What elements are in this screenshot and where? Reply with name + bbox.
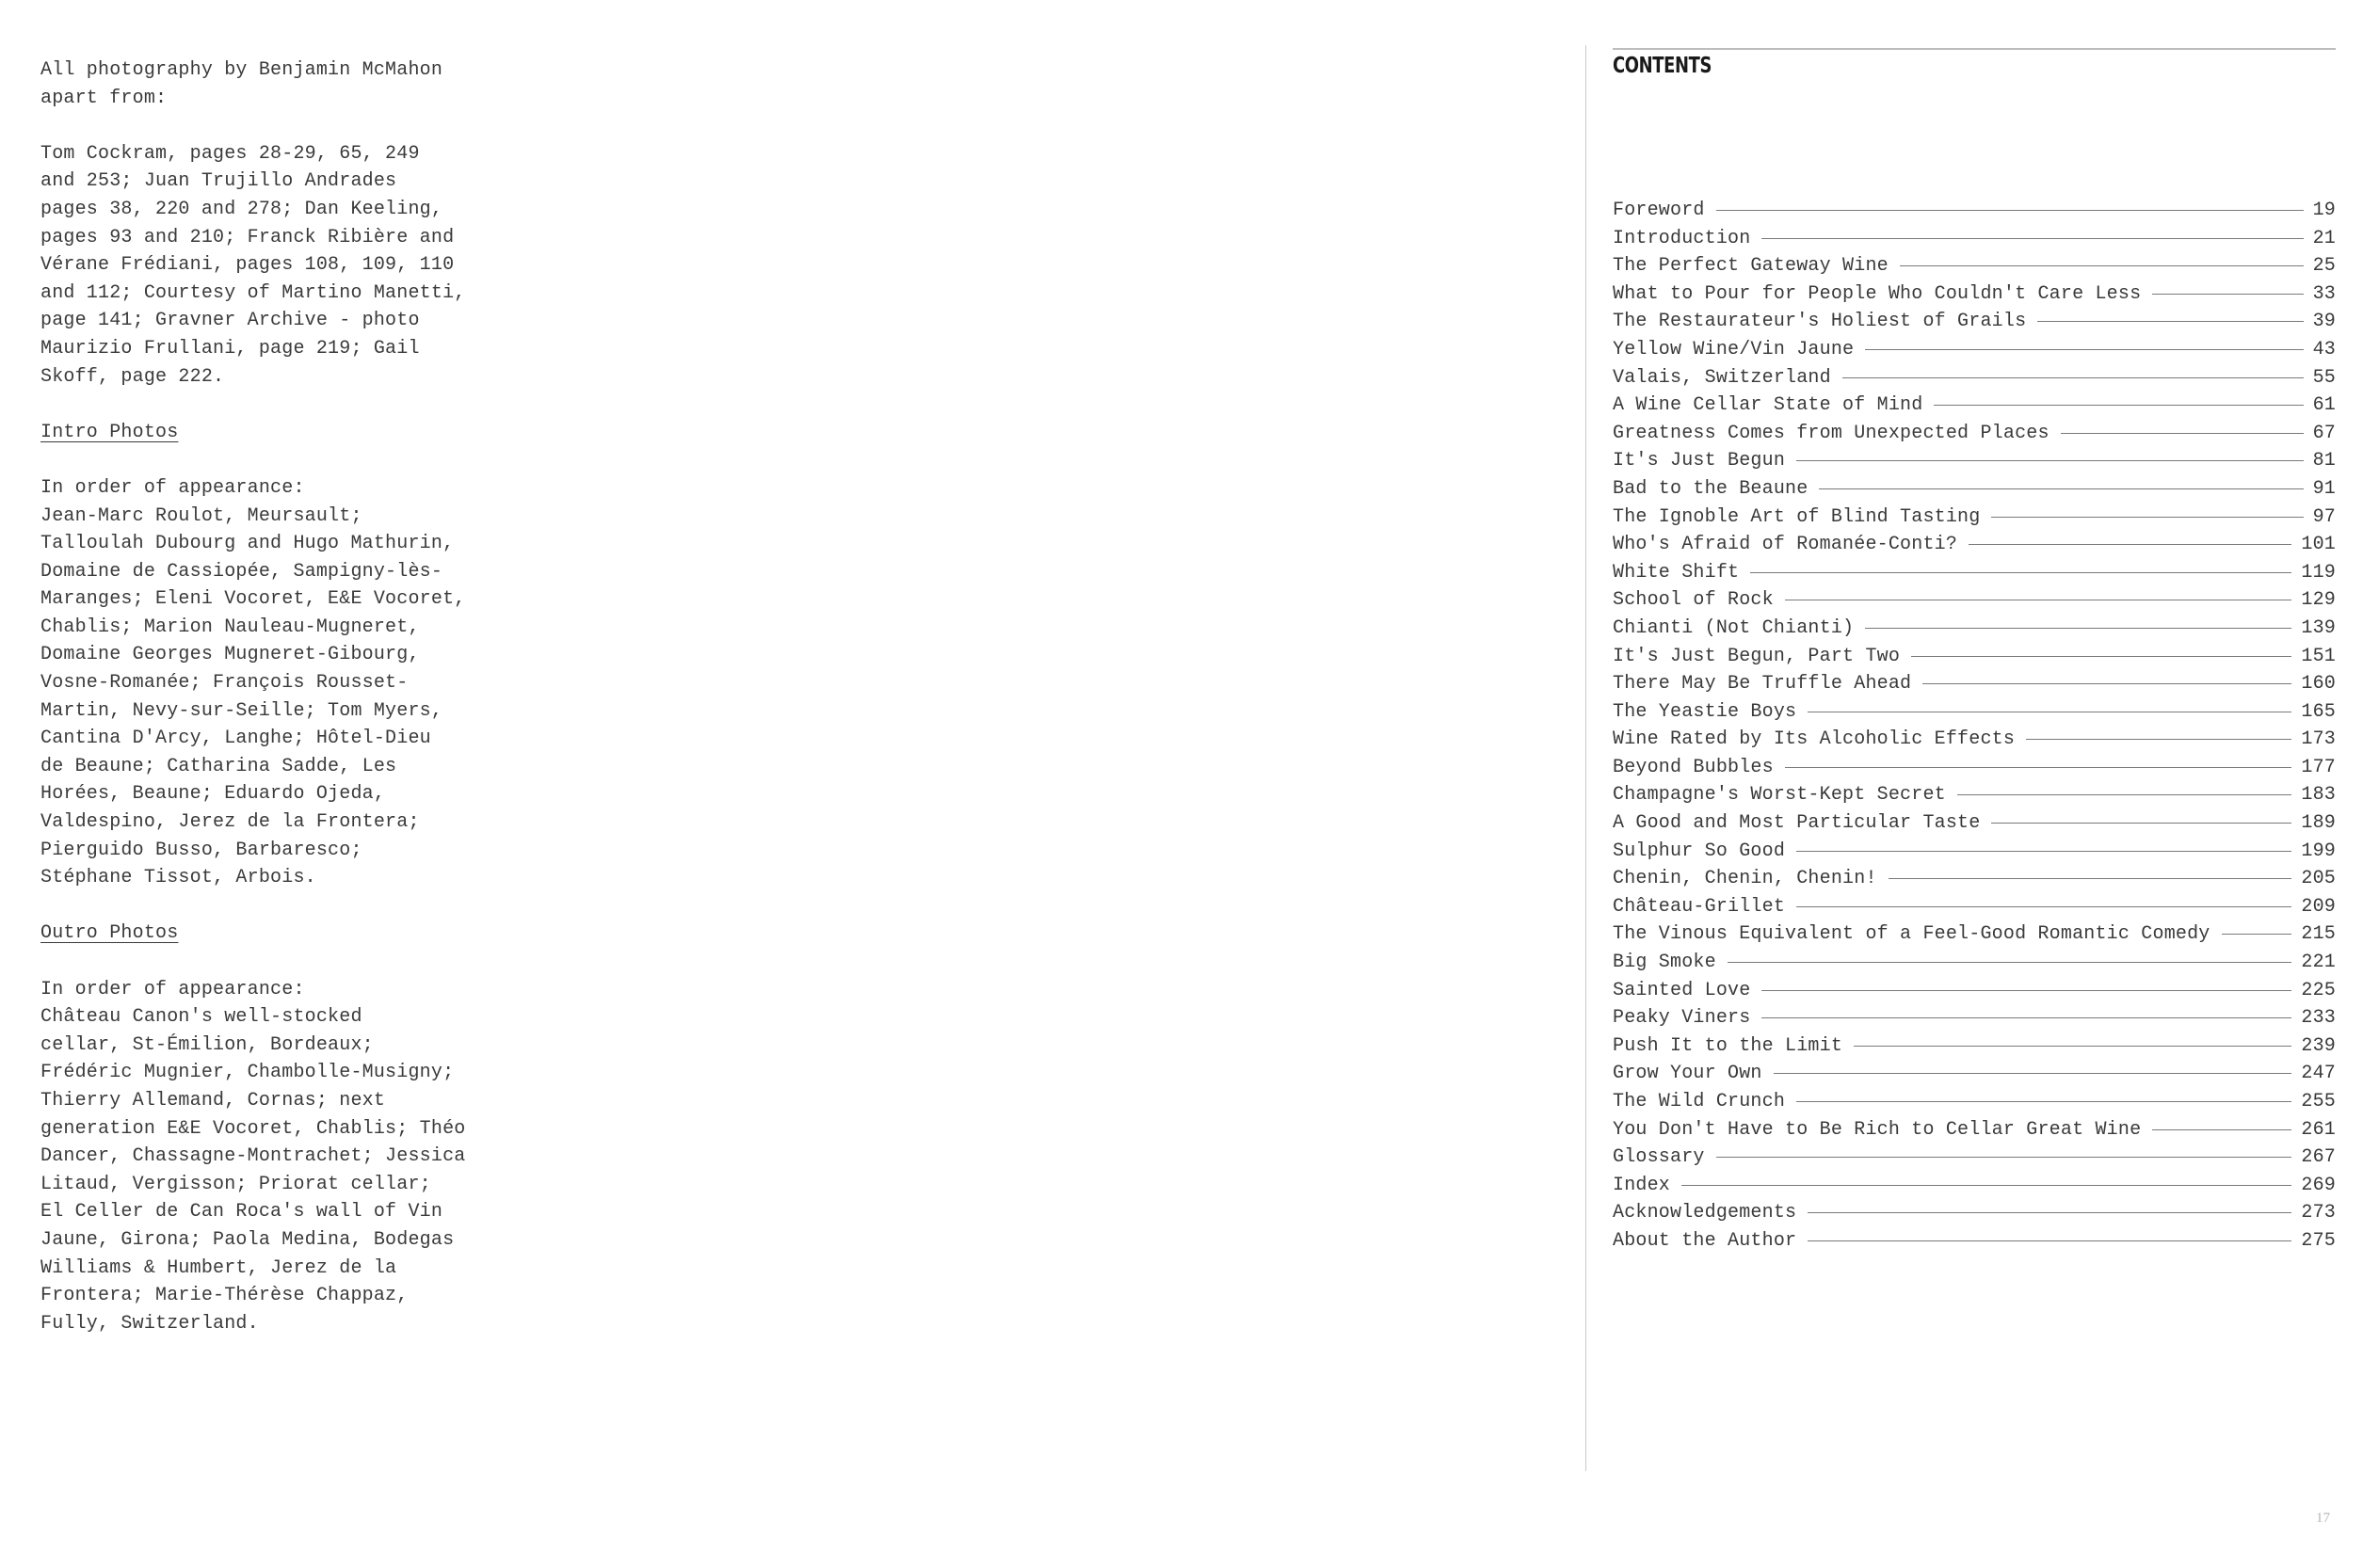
toc-entry-page: 55 [2312, 366, 2336, 389]
toc-entry [1613, 225, 2336, 253]
toc-entry [1613, 781, 2336, 809]
outro-photos-line: Litaud, Vergisson; Priorat cellar; [40, 1173, 431, 1195]
toc-entry-title: Foreword [1613, 200, 1705, 221]
toc-entry-title: Beyond Bubbles [1613, 756, 1774, 778]
outro-photos-line: Frédéric Mugnier, Chambolle-Musigny; [40, 1062, 455, 1084]
toc-leader-line [2061, 433, 2304, 434]
toc-leader-line [1761, 1017, 2291, 1018]
toc-entry-page: 19 [2312, 200, 2336, 221]
toc-entry-page: 199 [2301, 840, 2336, 862]
credits-intro-line: apart from: [40, 87, 168, 109]
outro-photos-line: Williams & Humbert, Jerez de la [40, 1256, 397, 1279]
toc-entry [1613, 420, 2336, 448]
toc-leader-line [1796, 906, 2291, 907]
toc-leader-line [1934, 405, 2303, 406]
toc-entry-title: There May Be Truffle Ahead [1613, 673, 1912, 696]
toc-leader-line [1761, 990, 2291, 991]
toc-entry-title: A Good and Most Particular Taste [1613, 812, 1981, 835]
toc-leader-line [1796, 1101, 2291, 1102]
toc-entry [1613, 364, 2336, 392]
toc-entry [1613, 865, 2336, 893]
intro-photos-line: Domaine de Cassiopée, Sampigny-lès- [40, 560, 443, 583]
toc-entry-title: Peaky Viners [1613, 1007, 1751, 1030]
toc-entry [1613, 392, 2336, 420]
toc-leader-line [1911, 656, 2291, 657]
toc-entry-page: 221 [2301, 952, 2336, 974]
toc-entry-page: 275 [2301, 1229, 2336, 1252]
toc-entry [1613, 893, 2336, 921]
toc-entry-title: The Yeastie Boys [1613, 700, 1797, 723]
outro-photos-line: Frontera; Marie-Thérèse Chappaz, [40, 1285, 409, 1307]
toc-leader-line [1761, 238, 2303, 239]
toc-entry [1613, 643, 2336, 671]
credits-line: Vérane Frédiani, pages 108, 109, 110 [40, 254, 455, 277]
outro-photos-line: cellar, St-Émilion, Bordeaux; [40, 1033, 374, 1056]
toc-entry [1613, 698, 2336, 727]
toc-entry-page: 160 [2301, 673, 2336, 696]
intro-photos-line: Domaine Georges Mugneret-Gibourg, [40, 644, 420, 666]
outro-photos-line: Thierry Allemand, Cornas; next [40, 1089, 386, 1112]
toc-leader-line [1716, 1157, 2292, 1158]
toc-entry-title: Sainted Love [1613, 979, 1751, 1001]
toc-entry [1613, 336, 2336, 364]
toc-entry [1613, 1088, 2336, 1116]
outro-photos-list [40, 976, 568, 1338]
toc-entry-page: 273 [2301, 1202, 2336, 1224]
toc-entry-title: Greatness Comes from Unexpected Places [1613, 422, 2050, 444]
toc-entry-title: Wine Rated by Its Alcoholic Effects [1613, 728, 2016, 751]
toc-entry-page: 267 [2301, 1146, 2336, 1169]
toc-entry-page: 183 [2301, 784, 2336, 807]
toc-entry-title: The Wild Crunch [1613, 1091, 1786, 1112]
toc-entry [1613, 280, 2336, 309]
toc-leader-line [1889, 878, 2292, 879]
toc-leader-line [2037, 321, 2303, 322]
toc-entry-page: 173 [2301, 728, 2336, 751]
toc-entry-title: School of Rock [1613, 589, 1774, 612]
toc-entry-title: Chianti (Not Chianti) [1613, 616, 1855, 639]
toc-entry [1613, 1004, 2336, 1032]
credits-line: pages 93 and 210; Franck Ribière and [40, 226, 455, 248]
toc-entry-title: Who's Afraid of Romanée-Conti? [1613, 534, 1958, 556]
toc-entry-title: The Restaurateur's Holiest of Grails [1613, 311, 2027, 333]
credits-line: page 141; Gravner Archive - photo [40, 310, 420, 332]
contents-top-rule [1613, 48, 2336, 50]
toc-entry-title: Grow Your Own [1613, 1063, 1762, 1085]
toc-entry-title: What to Pour for People Who Couldn't Care Less [1613, 282, 2142, 305]
intro-photos-heading: Intro Photos [40, 421, 179, 443]
intro-photos-list [40, 474, 568, 892]
toc-leader-line [1808, 1240, 2291, 1241]
toc-entry-title: You Don't Have to Be Rich to Cellar Great Wine [1613, 1118, 2142, 1141]
toc-entry-title: Glossary [1613, 1146, 1705, 1169]
toc-leader-line [1785, 767, 2292, 768]
intro-photos-line: Chablis; Marion Nauleau-Mugneret, [40, 616, 420, 638]
toc-entry [1613, 1199, 2336, 1227]
toc-entry-title: The Perfect Gateway Wine [1613, 255, 1889, 278]
photo-credits-page [40, 56, 568, 1337]
toc-leader-line [1819, 488, 2303, 489]
intro-photos-line: Talloulah Dubourg and Hugo Mathurin, [40, 533, 455, 555]
toc-entry-title: White Shift [1613, 561, 1740, 584]
toc-entry [1613, 1227, 2336, 1256]
contents-title: CONTENTS [1613, 54, 1712, 78]
toc-leader-line [1854, 1046, 2291, 1047]
toc-leader-line [1774, 1073, 2292, 1074]
toc-entry [1613, 838, 2336, 866]
toc-entry-page: 269 [2301, 1174, 2336, 1196]
toc-entry-page: 91 [2312, 477, 2336, 500]
toc-leader-line [2152, 1129, 2291, 1130]
credits-line: pages 38, 220 and 278; Dan Keeling, [40, 198, 443, 220]
toc-entry-title: Push It to the Limit [1613, 1034, 1843, 1057]
toc-entry [1613, 252, 2336, 280]
toc-entry-page: 25 [2312, 255, 2336, 278]
toc-entry [1613, 1172, 2336, 1200]
toc-entry-page: 61 [2312, 394, 2336, 417]
toc-entry-title: A Wine Cellar State of Mind [1613, 394, 1923, 417]
credits-line: Skoff, page 222. [40, 365, 225, 388]
toc-leader-line [2222, 934, 2292, 935]
toc-leader-line [1796, 460, 2304, 461]
toc-entry [1613, 977, 2336, 1005]
intro-photos-line: Pierguido Busso, Barbaresco; [40, 839, 362, 861]
intro-photos-line: de Beaune; Catharina Sadde, Les [40, 755, 397, 777]
toc-entry-page: 233 [2301, 1007, 2336, 1030]
toc-leader-line [1716, 210, 2304, 211]
toc-leader-line [1957, 794, 2292, 795]
toc-entry [1613, 586, 2336, 615]
toc-entry-title: Big Smoke [1613, 952, 1716, 974]
outro-photos-line: In order of appearance: [40, 978, 305, 1000]
toc-entry [1613, 920, 2336, 949]
outro-photos-heading: Outro Photos [40, 922, 179, 945]
credits-line: Maurizio Frullani, page 219; Gail [40, 337, 420, 360]
toc-entry-page: 129 [2301, 589, 2336, 612]
outro-photos-line: Jaune, Girona; Paola Medina, Bodegas [40, 1228, 455, 1251]
toc-entry-title: Bad to the Beaune [1613, 477, 1808, 500]
toc-entry [1613, 475, 2336, 504]
toc-entry-title: Château-Grillet [1613, 895, 1786, 918]
toc-entry-page: 21 [2312, 227, 2336, 249]
credits-intro-line: All photography by Benjamin McMahon [40, 59, 443, 81]
toc-leader-line [1991, 823, 2291, 824]
toc-entry [1613, 809, 2336, 838]
toc-entry [1613, 670, 2336, 698]
outro-photos-line: Château Canon's well-stocked [40, 1006, 362, 1029]
toc-leader-line [1991, 517, 2303, 518]
toc-entry-title: Yellow Wine/Vin Jaune [1613, 338, 1855, 360]
toc-entry [1613, 504, 2336, 532]
intro-photos-line: Valdespino, Jerez de la Frontera; [40, 811, 420, 834]
toc-leader-line [1808, 1212, 2291, 1213]
toc-leader-line [1728, 962, 2292, 963]
toc-entry [1613, 197, 2336, 225]
outro-photos-line: El Celler de Can Roca's wall of Vin [40, 1201, 443, 1224]
toc-entry [1613, 949, 2336, 977]
intro-photos-line: Jean-Marc Roulot, Meursault; [40, 504, 362, 527]
credits-line: and 112; Courtesy of Martino Manetti, [40, 281, 466, 304]
toc-entry-page: 39 [2312, 311, 2336, 333]
toc-entry-title: About the Author [1613, 1229, 1797, 1252]
toc-entry-title: Introduction [1613, 227, 1751, 249]
toc-entry-title: Champagne's Worst-Kept Secret [1613, 784, 1946, 807]
credits-line: Tom Cockram, pages 28-29, 65, 249 [40, 142, 420, 165]
toc-entry [1613, 754, 2336, 782]
toc-entry-title: Index [1613, 1174, 1671, 1196]
intro-photos-line: Stéphane Tissot, Arbois. [40, 867, 316, 889]
toc-entry-title: It's Just Begun [1613, 450, 1786, 472]
toc-leader-line [2152, 294, 2303, 295]
intro-photos-line: In order of appearance: [40, 476, 305, 499]
toc-entry-page: 225 [2301, 979, 2336, 1001]
toc-entry [1613, 726, 2336, 754]
intro-photos-line: Maranges; Eleni Vocoret, E&E Vocoret, [40, 588, 466, 611]
outro-photos-line: Fully, Switzerland. [40, 1312, 259, 1335]
toc-entry-page: 151 [2301, 645, 2336, 667]
toc-entry [1613, 447, 2336, 475]
intro-photos-line: Vosne-Romanée; François Rousset- [40, 672, 409, 695]
intro-photos-line: Martin, Nevy-sur-Seille; Tom Myers, [40, 699, 443, 722]
toc-entry-title: The Ignoble Art of Blind Tasting [1613, 505, 1981, 528]
toc-entry [1613, 1144, 2336, 1172]
toc-leader-line [2026, 739, 2291, 740]
toc-entry-page: 97 [2312, 505, 2336, 528]
toc-entry-page: 139 [2301, 616, 2336, 639]
toc-entry-page: 43 [2312, 338, 2336, 360]
intro-photos-line: Cantina D'Arcy, Langhe; Hôtel-Dieu [40, 728, 431, 750]
toc-entry-page: 165 [2301, 700, 2336, 723]
toc-entry-page: 215 [2301, 923, 2336, 946]
toc-entry-page: 101 [2301, 534, 2336, 556]
toc-entry-page: 209 [2301, 895, 2336, 918]
outro-photos-line: Dancer, Chassagne-Montrachet; Jessica [40, 1145, 466, 1168]
toc-leader-line [1750, 572, 2291, 573]
toc-entry-page: 67 [2312, 422, 2336, 444]
toc-entry [1613, 308, 2336, 336]
toc-entry [1613, 559, 2336, 587]
toc-entry [1613, 615, 2336, 643]
toc-entry-title: The Vinous Equivalent of a Feel-Good Romantic Comedy [1613, 923, 2210, 946]
toc-leader-line [1865, 628, 2291, 629]
toc-entry-page: 177 [2301, 756, 2336, 778]
toc-entry-page: 239 [2301, 1034, 2336, 1057]
toc-entry-title: It's Just Begun, Part Two [1613, 645, 1901, 667]
toc-entry-title: Sulphur So Good [1613, 840, 1786, 862]
toc-leader-line [1865, 349, 2303, 350]
toc-leader-line [1922, 683, 2291, 684]
outro-photos-line: generation E&E Vocoret, Chablis; Théo [40, 1117, 466, 1140]
toc-entry-page: 261 [2301, 1118, 2336, 1141]
page-gutter-divider [1585, 45, 1586, 1471]
toc-entry-page: 81 [2312, 450, 2336, 472]
table-of-contents [1613, 197, 2336, 1256]
toc-entry-page: 119 [2301, 561, 2336, 584]
intro-photos-line: Horées, Beaune; Eduardo Ojeda, [40, 783, 386, 806]
toc-entry [1613, 531, 2336, 559]
toc-entry-title: Valais, Switzerland [1613, 366, 1831, 389]
toc-entry-page: 247 [2301, 1063, 2336, 1085]
toc-leader-line [1969, 544, 2291, 545]
toc-entry-page: 255 [2301, 1091, 2336, 1112]
toc-entry [1613, 1032, 2336, 1061]
toc-entry-page: 205 [2301, 868, 2336, 890]
toc-leader-line [1900, 265, 2304, 266]
credits-line: and 253; Juan Trujillo Andrades [40, 170, 397, 193]
toc-entry-page: 33 [2312, 282, 2336, 305]
credits-paragraph [40, 140, 568, 391]
toc-leader-line [1842, 377, 2304, 378]
toc-entry-title: Acknowledgements [1613, 1202, 1797, 1224]
page-number: 17 [2316, 1511, 2330, 1526]
toc-entry-title: Chenin, Chenin, Chenin! [1613, 868, 1877, 890]
toc-leader-line [1796, 851, 2291, 852]
toc-leader-line [1681, 1185, 2291, 1186]
toc-entry-page: 189 [2301, 812, 2336, 835]
toc-entry [1613, 1060, 2336, 1088]
toc-entry [1613, 1116, 2336, 1144]
